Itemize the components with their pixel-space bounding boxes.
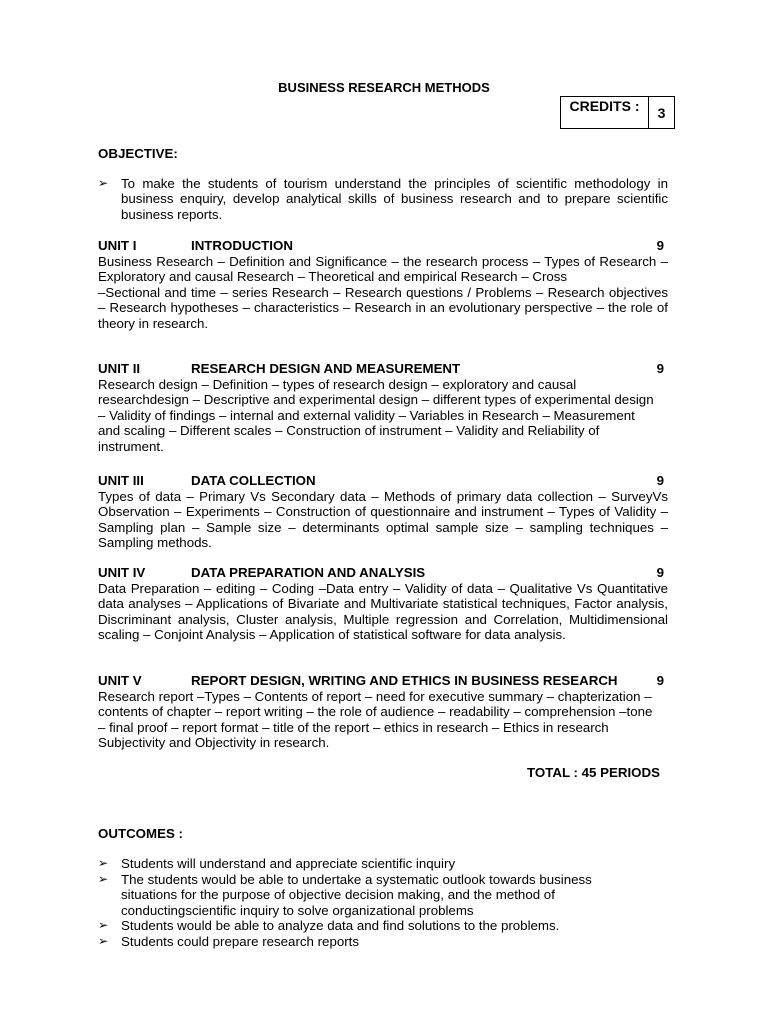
total-periods: TOTAL : 45 PERIODS	[527, 765, 660, 780]
outcome-bullet	[98, 918, 668, 933]
unit-content: Business Research – Definition and Significance – the research process – Types of Research – Exploratory and causal Research – Theoretical and empirical Research – Cross –Sectional and time – series Research – Research questions / Problems – Research objectives – Research hypotheses – characteristics – Research in an evolutionary perspective – the role of theory in research.	[98, 254, 668, 331]
outcome-bullet	[98, 872, 598, 918]
unit-header	[98, 565, 668, 581]
outcome-bullet	[98, 934, 668, 949]
page-title: BUSINESS RESEARCH METHODS	[278, 80, 490, 95]
credits-value: 3	[657, 104, 666, 121]
unit-number: UNIT I	[98, 238, 137, 253]
unit-title: RESEARCH DESIGN AND MEASUREMENT	[191, 361, 461, 376]
unit-title: DATA PREPARATION AND ANALYSIS	[191, 565, 426, 580]
unit-title: REPORT DESIGN, WRITING AND ETHICS IN BUSINESS RESEARCH	[191, 673, 618, 688]
unit-content: Research report –Types – Contents of report – need for executive summary – chapterization – contents of chapter – report writing – the role of audience – readability – comprehension –tone – final proof – report format – title of the report – ethics in research – Ethics in research Subjectivity and Objectivity in research.	[98, 689, 653, 751]
unit-number: UNIT IV	[98, 565, 146, 580]
credits-box	[560, 96, 675, 129]
unit-hours: 9	[656, 673, 664, 688]
credits-label: CREDITS :	[561, 97, 649, 128]
unit-hours: 9	[656, 565, 664, 580]
bullet-arrow-icon: ➢	[98, 856, 109, 870]
outcome-text: The students would be able to undertake a systematic outlook towards business situations for the purpose of objective decision making, and the method of conductingscientific inquiry to solve organizational problems	[121, 872, 592, 918]
bullet-arrow-icon: ➢	[98, 176, 109, 190]
unit-content: Types of data – Primary Vs Secondary data – Methods of primary data collection – SurveyVs Observation – Experiments – Construction of questionnaire and instrument – Types of Validity – Sampling plan – Sample size – determinants optimal sample size – sampling techniques – Sampling methods.	[98, 489, 668, 551]
bullet-arrow-icon: ➢	[98, 918, 109, 932]
unit-hours: 9	[656, 238, 664, 253]
unit-header	[98, 673, 668, 689]
unit-header	[98, 473, 668, 489]
bullet-arrow-icon: ➢	[98, 872, 109, 886]
unit-header	[98, 238, 668, 254]
unit-hours: 9	[656, 361, 664, 376]
outcomes-heading: OUTCOMES :	[98, 826, 183, 841]
unit-header	[98, 361, 668, 377]
unit-number: UNIT V	[98, 673, 142, 688]
unit-title: DATA COLLECTION	[191, 473, 316, 488]
objective-heading: OBJECTIVE:	[98, 146, 178, 161]
bullet-arrow-icon: ➢	[98, 934, 109, 948]
objective-bullet	[98, 176, 668, 222]
objective-text: To make the students of tourism understand the principles of scientific methodology in business enquiry, develop analytical skills of business research and to prepare scientific business reports.	[121, 176, 668, 222]
unit-number: UNIT II	[98, 361, 141, 376]
outcome-text: Students will understand and appreciate scientific inquiry	[121, 856, 456, 871]
unit-hours: 9	[656, 473, 664, 488]
unit-number: UNIT III	[98, 473, 144, 488]
unit-content: Research design – Definition – types of research design – exploratory and causal researchdesign – Descriptive and experimental design – different types of experimental design – Validity of findings – internal and external validity – Variables in Research – Measurement and scaling – Different scales – Construction of instrument – Validity and Reliability of instrument.	[98, 377, 654, 454]
outcome-text: Students would be able to analyze data and find solutions to the problems.	[121, 918, 560, 933]
unit-title: INTRODUCTION	[191, 238, 293, 253]
outcome-bullet	[98, 856, 668, 871]
outcome-text: Students could prepare research reports	[121, 934, 359, 949]
unit-content: Data Preparation – editing – Coding –Data entry – Validity of data – Qualitative Vs Quantitative data analyses – Applications of Bivariate and Multivariate statistical techniques, Factor analysis, Discriminant analysis, Cluster analysis, Multiple regression and Correlation, Multidimensional scaling – Conjoint Analysis – Application of statistical software for data analysis.	[98, 581, 668, 643]
